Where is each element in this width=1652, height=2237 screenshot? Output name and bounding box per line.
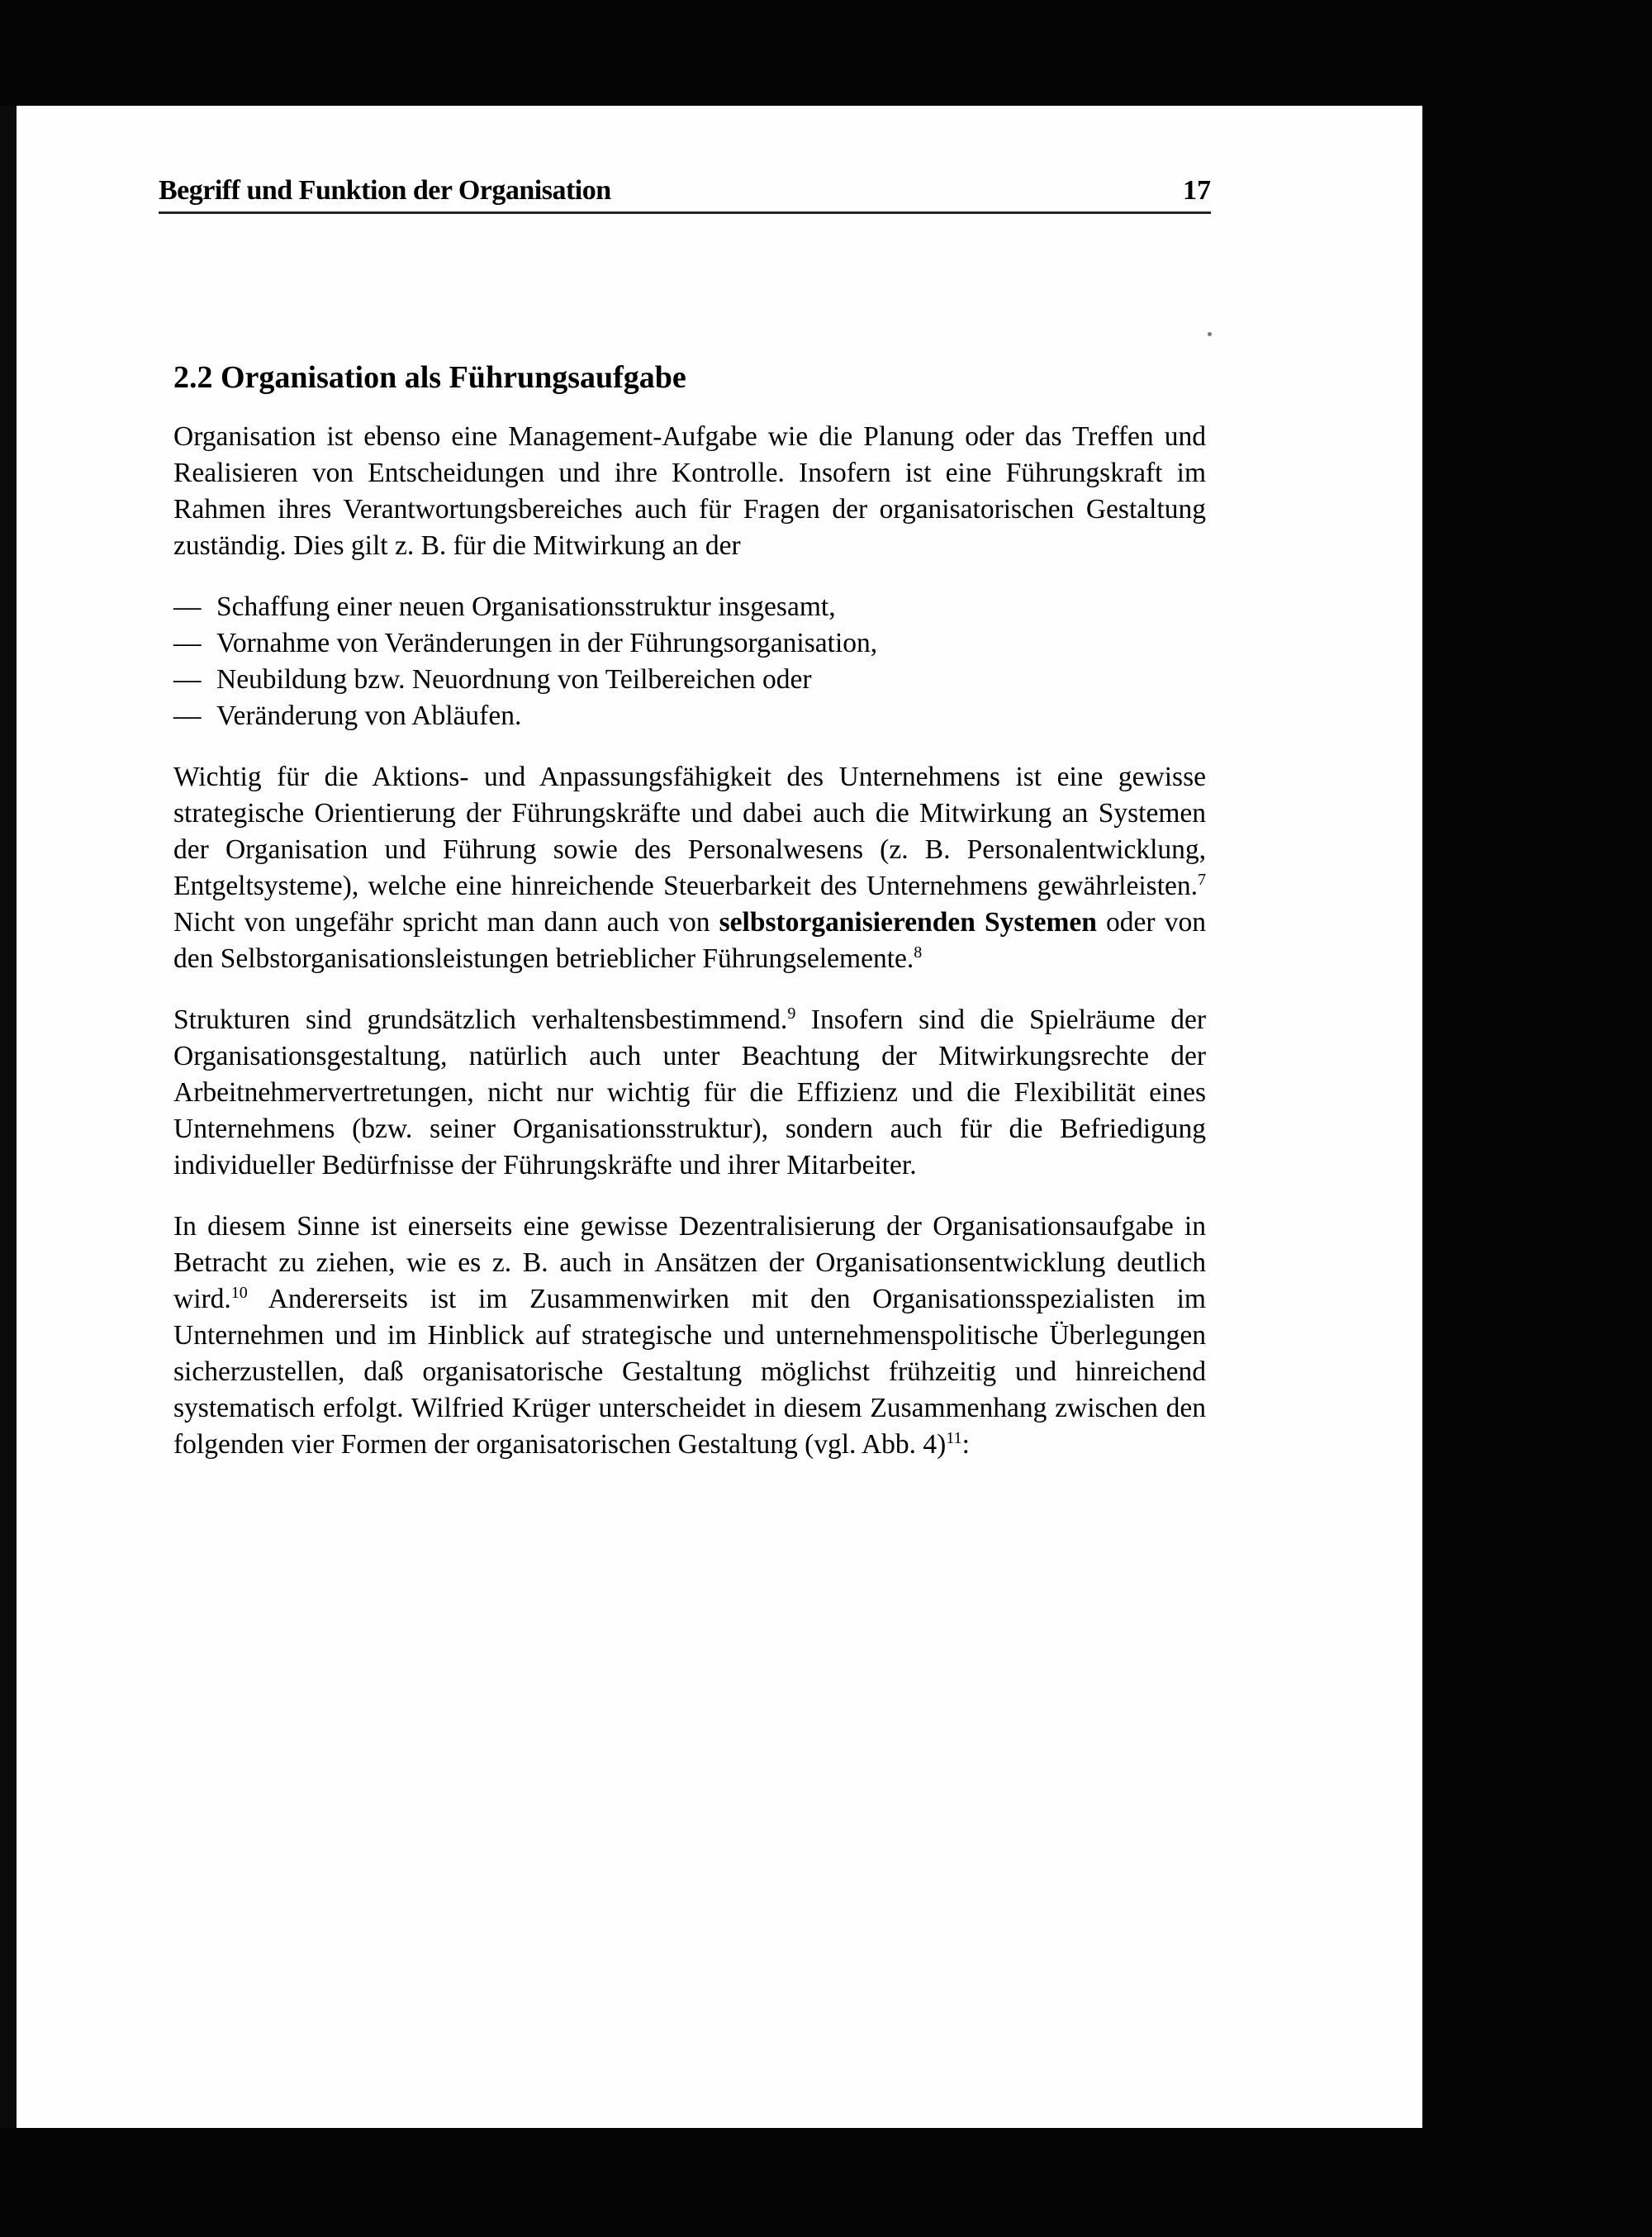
paragraph-4-text-a: In diesem Sinne ist einerseits eine gewisse Dezentralisierung der Organisationsaufgabe in Betracht zu ziehen, wie es z. B. auch in Ansätzen der Organisationsentwicklung deutlich wird. — [173, 1211, 1206, 1314]
paragraph-1: Organisation ist ebenso eine Management-Aufgabe wie die Planung oder das Treffen und Realisieren von Entscheidungen und ihre Kontrolle. Insofern ist eine Führungskraft im Rahmen ihres Verantwortungsbereiches auch für Fragen der organisatorischen Gestaltung zuständig. Dies gilt z. B. für die Mitwirkung an der — [173, 421, 1206, 561]
paragraph-2 — [173, 759, 1206, 977]
page-header — [159, 162, 1211, 214]
scan-left-edge — [0, 106, 17, 2128]
running-head: Begriff und Funktion der Organisation — [159, 175, 611, 206]
list-item: — Vornahme von Veränderungen in der Führungsorganisation, — [173, 625, 1206, 662]
footnote-ref-7: 7 — [1198, 870, 1206, 889]
list-item: — Neubildung bzw. Neuordnung von Teilbereichen oder — [173, 662, 1206, 698]
paragraph-3-text-a: Strukturen sind grundsätzlich verhaltensbestimmend. — [173, 1005, 788, 1035]
bullet-list — [173, 589, 1206, 734]
paragraph-4 — [173, 1209, 1206, 1463]
paragraph-2-text-b: Nicht von ungefähr spricht man dann auch von — [173, 907, 719, 938]
footnote-ref-11: 11 — [946, 1428, 962, 1447]
paragraph-2-text-a: Wichtig für die Aktions- und Anpassungsfähigkeit des Unternehmens ist eine gewisse strategische Orientierung der Führungskräfte und dabei auch die Mitwirkung an Systemen der Organisation und Führung sowie des Personalwesens (z. B. Personalentwicklung, Entgeltsysteme), welche eine hinreichende Steuerbarkeit des Unternehmens gewährleisten. — [173, 762, 1206, 901]
paragraph-4-text-c: : — [961, 1429, 970, 1460]
list-item: — Schaffung einer neuen Organisationsstruktur insgesamt, — [173, 589, 1206, 625]
footnote-ref-8: 8 — [914, 943, 923, 962]
page-number: 17 — [1183, 175, 1211, 206]
page-body — [173, 359, 1206, 1488]
list-item: — Veränderung von Abläufen. — [173, 698, 1206, 734]
scan-speck — [1208, 332, 1212, 336]
paragraph-3-text-b: Insofern sind die Spielräume der Organisationsgestaltung, natürlich auch unter Beachtung der Mitwirkungsrechte der Arbeitnehmervertretungen, nicht nur wichtig für die Effizienz und die Flexibilität eines Unternehmens (bzw. seiner Organisationsstruktur), sondern auch für die Befriedigung individueller Bedürfnisse der Führungskräfte und ihrer Mitarbeiter. — [173, 1005, 1206, 1180]
bold-term: selbstorganisierenden Systemen — [719, 907, 1097, 938]
paragraph-3 — [173, 1002, 1206, 1184]
section-title: 2.2 Organisation als Führungsaufgabe — [173, 360, 686, 395]
paragraph-4-text-b: Andererseits ist im Zusammenwirken mit den Organisationsspezialisten im Unternehmen und im Hinblick auf strategische und unternehmenspolitische Überlegungen sicherzustellen, daß organisatorische Gestaltung möglichst frühzeitig und hinreichend systematisch erfolgt. Wilfried Krüger unterscheidet in diesem Zusammenhang zwischen den folgenden vier Formen der organisatorischen Gestaltung (vgl. Abb. 4) — [173, 1284, 1206, 1460]
footnote-ref-9: 9 — [787, 1004, 796, 1023]
paragraph-2-text-c: oder von den Selbstorganisationsleistungen betrieblicher Führungselemente. — [173, 907, 1206, 974]
footnote-ref-10: 10 — [230, 1283, 248, 1302]
